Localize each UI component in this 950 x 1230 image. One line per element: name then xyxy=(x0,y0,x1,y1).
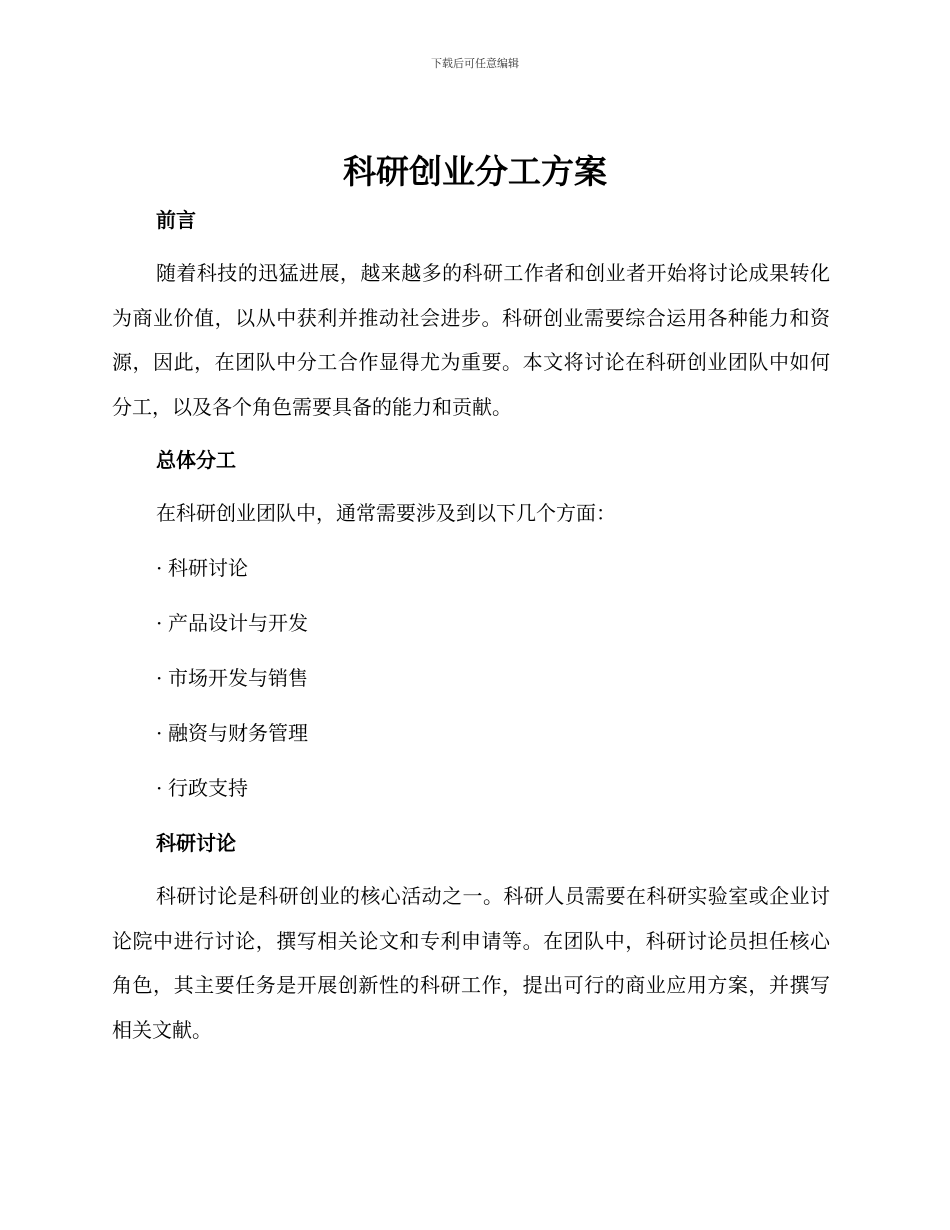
list-item-label: 产品设计与开发 xyxy=(168,611,308,635)
section-heading-overall: 总体分工 xyxy=(156,448,236,472)
list-item xyxy=(112,601,830,656)
document-body xyxy=(112,198,830,1061)
bullet-icon: · xyxy=(156,666,163,690)
overall-lead-text: 在科研创业团队中，通常需要涉及到以下几个方面： xyxy=(156,501,616,525)
header-note: 下载后可任意编辑 xyxy=(431,57,519,70)
document-title: 科研创业分工方案 xyxy=(343,152,607,191)
list-item-label: 科研讨论 xyxy=(168,556,248,580)
section-heading-research: 科研讨论 xyxy=(156,831,236,855)
research-paragraph: 科研讨论是科研创业的核心活动之一。科研人员需要在科研实验室或企业讨论院中进行讨论，撰写相关论文和专利申请等。在团队中，科研讨论员担任核心角色，其主要任务是开展创新性的科研工作，提出可行的商业应用方案，并撰写相关文献。 xyxy=(112,884,830,1042)
preface-paragraph: 随着科技的迅猛进展，越来越多的科研工作者和创业者开始将讨论成果转化为商业价值，以从中获利并推动社会进步。科研创业需要综合运用各种能力和资源，因此，在团队中分工合作显得尤为重要。本文将讨论在科研创业团队中如何分工，以及各个角色需要具备的能力和贡献。 xyxy=(112,261,830,419)
list-item xyxy=(112,656,830,711)
bullet-icon: · xyxy=(156,611,163,635)
list-item xyxy=(112,711,830,766)
list-item-label: 融资与财务管理 xyxy=(168,721,308,745)
list-item-label: 行政支持 xyxy=(168,776,248,800)
list-item xyxy=(112,546,830,601)
bullet-icon: · xyxy=(156,721,163,745)
division-list xyxy=(112,546,830,821)
list-item-label: 市场开发与销售 xyxy=(168,666,308,690)
list-item xyxy=(112,766,830,821)
bullet-icon: · xyxy=(156,776,163,800)
section-heading-preface: 前言 xyxy=(156,208,196,232)
bullet-icon: · xyxy=(156,556,163,580)
